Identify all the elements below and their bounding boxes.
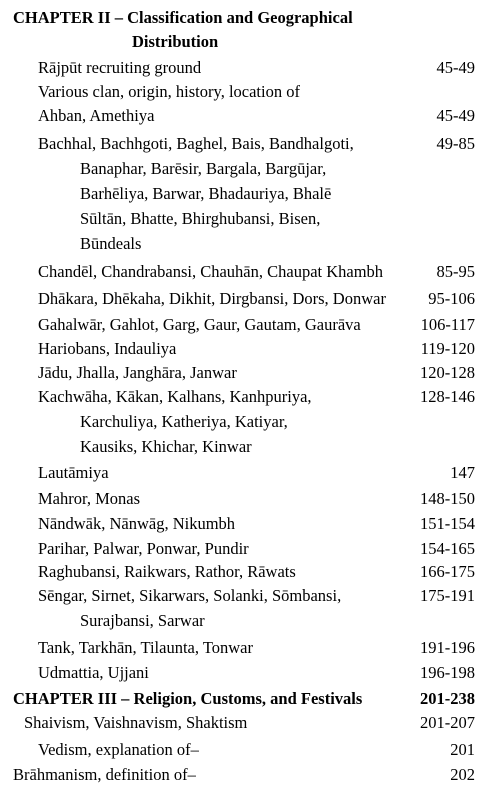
entry-pages: 147	[450, 463, 475, 482]
entry-text: Chandēl, Chandrabansi, Chauhān, Chaupat Khambh	[38, 262, 384, 281]
entry-text: Udmattia, Ujjani	[38, 663, 149, 682]
entry-pages: 166-175	[420, 562, 475, 581]
chapter-2-heading: CHAPTER II – Classification and Geographical	[13, 8, 353, 27]
toc-entry-cont	[80, 411, 288, 433]
entry-pages: 120-128	[420, 363, 475, 382]
toc-entry-cont	[80, 436, 252, 458]
toc-entry	[13, 764, 196, 786]
toc-entry	[38, 585, 341, 607]
entry-text: Parihar, Palwar, Ponwar, Pundir	[38, 539, 249, 558]
entry-text: Būndeals	[80, 234, 142, 253]
entry-text: Hariobans, Indauliya	[38, 339, 177, 358]
chapter-3-heading: CHAPTER III – Religion, Customs, and Festivals	[13, 689, 363, 708]
entry-pages: 201	[450, 740, 475, 759]
entry-pages: 85-95	[436, 262, 475, 281]
entry-text: Dhākara, Dhēkaha, Dikhit, Dirgbansi, Dors, Donwar	[38, 289, 386, 308]
entry-text: Lautāmiya	[38, 463, 109, 482]
entry-text: Jādu, Jhalla, Janghāra, Janwar	[38, 363, 237, 382]
entry-text: Gahalwār, Gahlot, Garg, Gaur, Gautam, Gaurāva	[38, 315, 361, 334]
toc-entry	[38, 133, 354, 155]
chapter-2-heading-cont: Distribution	[132, 32, 219, 51]
entry-text: Karchuliya, Katheriya, Katiyar,	[80, 412, 288, 431]
entry-text: Banaphar, Barēsir, Bargala, Bargūjar,	[80, 159, 327, 178]
entry-pages: 49-85	[436, 134, 475, 153]
entry-text: Surajbansi, Sarwar	[80, 611, 205, 630]
entry-pages: 202	[450, 765, 475, 784]
entry-pages: 128-146	[420, 387, 475, 406]
toc-entry	[38, 362, 237, 384]
entry-text: Rājpūt recruiting ground	[38, 58, 202, 77]
entry-pages: 151-154	[420, 514, 475, 533]
entry-text: Kachwāha, Kākan, Kalhans, Kanhpuriya,	[38, 387, 312, 406]
entry-pages: 201-207	[420, 713, 475, 732]
toc-entry	[38, 386, 312, 408]
toc-entry	[38, 739, 199, 761]
toc-entry-cont	[80, 158, 326, 180]
entry-text: Vedism, explanation of–	[38, 740, 199, 759]
entry-pages: 119-120	[420, 339, 475, 358]
toc-entry	[38, 662, 149, 684]
entry-pages: 196-198	[420, 663, 475, 682]
entry-text: Barhēliya, Barwar, Bhadauriya, Bhalē	[80, 184, 332, 203]
entry-text: Tank, Tarkhān, Tilaunta, Tonwar	[38, 638, 253, 657]
toc-entry	[38, 513, 235, 535]
toc-entry	[38, 57, 201, 79]
entry-pages: 148-150	[420, 489, 475, 508]
entry-text: Brāhmanism, definition of–	[13, 765, 196, 784]
entry-pages: 95-106	[428, 289, 475, 308]
entry-pages: 191-196	[420, 638, 475, 657]
entry-pages: 45-49	[436, 106, 475, 125]
toc-entry	[38, 314, 361, 336]
toc-entry	[24, 712, 247, 734]
entry-text: Mahror, Monas	[38, 489, 140, 508]
toc-entry	[38, 561, 296, 583]
toc-entry	[38, 81, 300, 103]
toc-entry	[38, 462, 109, 484]
entry-pages: 45-49	[436, 58, 475, 77]
toc-entry	[38, 538, 249, 560]
entry-text: Ahban, Amethiya	[38, 106, 155, 125]
entry-text: Kausiks, Khichar, Kinwar	[80, 437, 252, 456]
toc-entry	[38, 261, 383, 283]
toc-entry	[38, 637, 253, 659]
toc-entry-cont	[80, 208, 320, 230]
entry-text: Raghubansi, Raikwars, Rathor, Rāwats	[38, 562, 296, 581]
entry-text: Various clan, origin, history, location of	[38, 82, 300, 101]
entry-text: Shaivism, Vaishnavism, Shaktism	[24, 713, 248, 732]
toc-entry	[38, 338, 176, 360]
toc-entry-cont	[80, 183, 331, 205]
toc-entry-cont	[80, 610, 205, 632]
entry-text: Sūltān, Bhatte, Bhirghubansi, Bisen,	[80, 209, 321, 228]
entry-text: Sēngar, Sirnet, Sikarwars, Solanki, Sōmbansi,	[38, 586, 342, 605]
entry-text: Bachhal, Bachhgoti, Baghel, Bais, Bandhalgoti,	[38, 134, 354, 153]
chapter-3-pages: 201-238	[420, 689, 475, 708]
entry-pages: 106-117	[420, 315, 475, 334]
toc-entry	[38, 288, 386, 310]
toc-entry-cont	[80, 233, 141, 255]
toc-entry	[38, 488, 140, 510]
entry-pages: 175-191	[420, 586, 475, 605]
entry-text: Nāndwāk, Nānwāg, Nikumbh	[38, 514, 236, 533]
entry-pages: 154-165	[420, 539, 475, 558]
toc-entry-cont	[38, 105, 154, 127]
